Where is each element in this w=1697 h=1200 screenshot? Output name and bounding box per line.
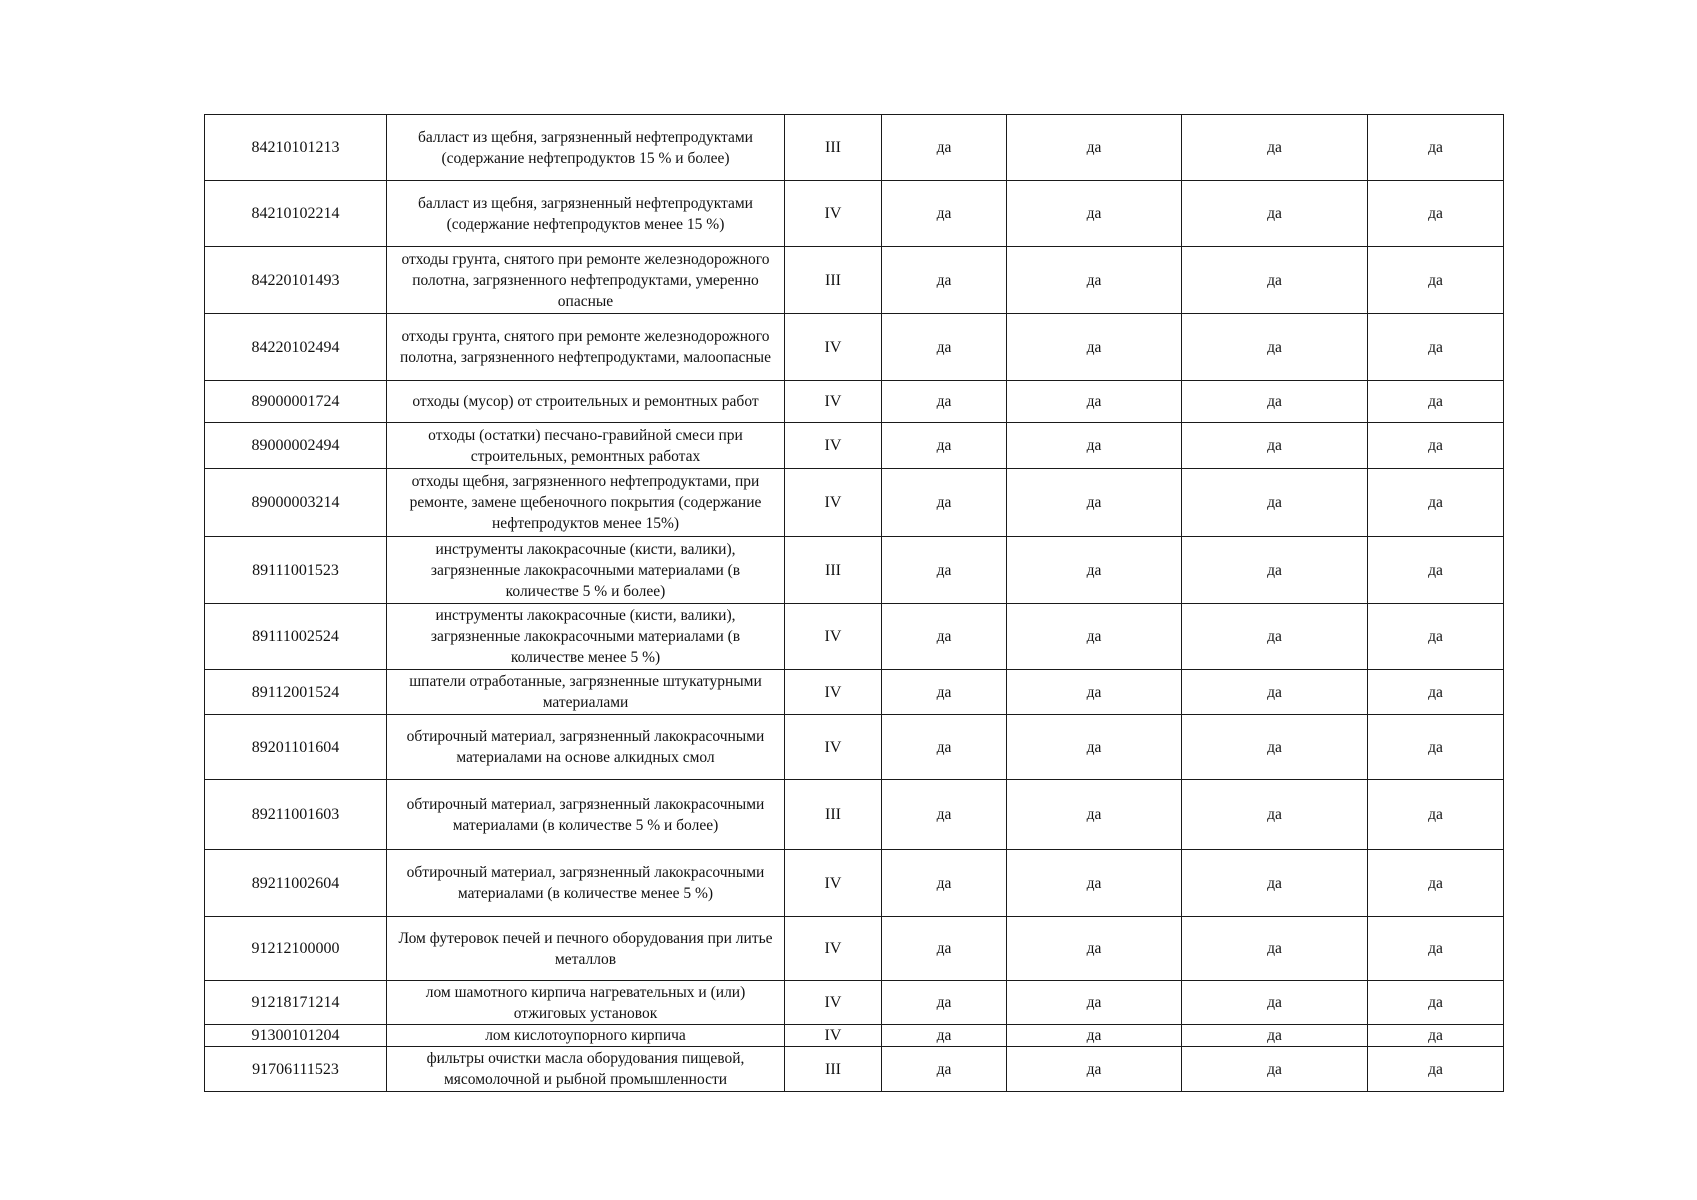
permission-cell-1: да	[882, 917, 1007, 981]
hazard-class-cell: IV	[785, 181, 882, 247]
waste-code-cell: 91706111523	[205, 1047, 387, 1092]
permission-cell-3: да	[1182, 247, 1368, 314]
table-row	[205, 115, 1504, 181]
permission-cell-1: да	[882, 115, 1007, 181]
table-row	[205, 1047, 1504, 1092]
permission-cell-4: да	[1368, 850, 1504, 917]
permission-cell-1: да	[882, 1047, 1007, 1092]
permission-cell-2: да	[1007, 670, 1182, 715]
permission-cell-1: да	[882, 537, 1007, 604]
permission-cell-4: да	[1368, 1047, 1504, 1092]
permission-cell-3: да	[1182, 1047, 1368, 1092]
table-row	[205, 715, 1504, 780]
permission-cell-1: да	[882, 1025, 1007, 1047]
hazard-class-cell: IV	[785, 1025, 882, 1047]
permission-cell-4: да	[1368, 181, 1504, 247]
table-row	[205, 917, 1504, 981]
waste-code-cell: 84220101493	[205, 247, 387, 314]
permission-cell-4: да	[1368, 423, 1504, 469]
permission-cell-3: да	[1182, 850, 1368, 917]
permission-cell-2: да	[1007, 981, 1182, 1025]
hazard-class-cell: IV	[785, 604, 882, 670]
table-row	[205, 780, 1504, 850]
waste-code-cell: 89112001524	[205, 670, 387, 715]
permission-cell-3: да	[1182, 1025, 1368, 1047]
permission-cell-2: да	[1007, 780, 1182, 850]
waste-table	[204, 114, 1504, 1092]
permission-cell-4: да	[1368, 469, 1504, 537]
waste-name-cell: обтирочный материал, загрязненный лакокрасочными материалами (в количестве 5 % и более)	[387, 780, 785, 850]
permission-cell-4: да	[1368, 314, 1504, 381]
hazard-class-cell: IV	[785, 670, 882, 715]
waste-name-cell: отходы (остатки) песчано-гравийной смеси при строительных, ремонтных работах	[387, 423, 785, 469]
hazard-class-cell: IV	[785, 917, 882, 981]
permission-cell-2: да	[1007, 715, 1182, 780]
permission-cell-3: да	[1182, 917, 1368, 981]
table-row	[205, 604, 1504, 670]
waste-code-cell: 84210101213	[205, 115, 387, 181]
permission-cell-1: да	[882, 715, 1007, 780]
table-row	[205, 981, 1504, 1025]
permission-cell-4: да	[1368, 537, 1504, 604]
hazard-class-cell: IV	[785, 850, 882, 917]
waste-code-cell: 89211002604	[205, 850, 387, 917]
permission-cell-4: да	[1368, 670, 1504, 715]
hazard-class-cell: IV	[785, 469, 882, 537]
waste-name-cell: отходы грунта, снятого при ремонте железнодорожного полотна, загрязненного нефтепродуктами, малоопасные	[387, 314, 785, 381]
waste-name-cell: лом кислотоупорного кирпича	[387, 1025, 785, 1047]
permission-cell-2: да	[1007, 850, 1182, 917]
permission-cell-4: да	[1368, 1025, 1504, 1047]
waste-code-cell: 89000001724	[205, 381, 387, 423]
hazard-class-cell: III	[785, 537, 882, 604]
waste-name-cell: Лом футеровок печей и печного оборудования при литье металлов	[387, 917, 785, 981]
table-row	[205, 469, 1504, 537]
waste-name-cell: фильтры очистки масла оборудования пищевой, мясомолочной и рыбной промышленности	[387, 1047, 785, 1092]
hazard-class-cell: IV	[785, 423, 882, 469]
permission-cell-3: да	[1182, 181, 1368, 247]
permission-cell-2: да	[1007, 604, 1182, 670]
permission-cell-2: да	[1007, 469, 1182, 537]
waste-name-cell: инструменты лакокрасочные (кисти, валики), загрязненные лакокрасочными материалами (в количестве 5 % и более)	[387, 537, 785, 604]
permission-cell-1: да	[882, 981, 1007, 1025]
table-row	[205, 537, 1504, 604]
waste-code-cell: 89000003214	[205, 469, 387, 537]
permission-cell-4: да	[1368, 981, 1504, 1025]
waste-code-cell: 84210102214	[205, 181, 387, 247]
permission-cell-3: да	[1182, 780, 1368, 850]
permission-cell-3: да	[1182, 381, 1368, 423]
permission-cell-1: да	[882, 381, 1007, 423]
hazard-class-cell: III	[785, 115, 882, 181]
permission-cell-2: да	[1007, 181, 1182, 247]
permission-cell-3: да	[1182, 981, 1368, 1025]
permission-cell-3: да	[1182, 469, 1368, 537]
permission-cell-2: да	[1007, 917, 1182, 981]
permission-cell-4: да	[1368, 115, 1504, 181]
waste-name-cell: балласт из щебня, загрязненный нефтепродуктами (содержание нефтепродуктов менее 15 %)	[387, 181, 785, 247]
permission-cell-1: да	[882, 604, 1007, 670]
hazard-class-cell: IV	[785, 314, 882, 381]
permission-cell-3: да	[1182, 715, 1368, 780]
waste-name-cell: шпатели отработанные, загрязненные штукатурными материалами	[387, 670, 785, 715]
waste-name-cell: отходы (мусор) от строительных и ремонтных работ	[387, 381, 785, 423]
waste-name-cell: отходы щебня, загрязненного нефтепродуктами, при ремонте, замене щебеночного покрытия (содержание нефтепродуктов менее 15%)	[387, 469, 785, 537]
waste-code-cell: 91218171214	[205, 981, 387, 1025]
waste-name-cell: обтирочный материал, загрязненный лакокрасочными материалами на основе алкидных смол	[387, 715, 785, 780]
permission-cell-4: да	[1368, 604, 1504, 670]
table-row	[205, 381, 1504, 423]
permission-cell-3: да	[1182, 537, 1368, 604]
table-row	[205, 314, 1504, 381]
permission-cell-1: да	[882, 423, 1007, 469]
waste-code-cell: 89000002494	[205, 423, 387, 469]
permission-cell-2: да	[1007, 1047, 1182, 1092]
permission-cell-2: да	[1007, 381, 1182, 423]
permission-cell-4: да	[1368, 381, 1504, 423]
permission-cell-1: да	[882, 780, 1007, 850]
permission-cell-2: да	[1007, 314, 1182, 381]
table-row	[205, 423, 1504, 469]
permission-cell-2: да	[1007, 423, 1182, 469]
waste-name-cell: обтирочный материал, загрязненный лакокрасочными материалами (в количестве менее 5 %)	[387, 850, 785, 917]
hazard-class-cell: IV	[785, 715, 882, 780]
permission-cell-1: да	[882, 314, 1007, 381]
permission-cell-4: да	[1368, 715, 1504, 780]
waste-name-cell: отходы грунта, снятого при ремонте железнодорожного полотна, загрязненного нефтепродуктами, умеренно опасные	[387, 247, 785, 314]
table-row	[205, 181, 1504, 247]
waste-code-cell: 89211001603	[205, 780, 387, 850]
permission-cell-4: да	[1368, 247, 1504, 314]
waste-code-cell: 84220102494	[205, 314, 387, 381]
permission-cell-2: да	[1007, 537, 1182, 604]
permission-cell-3: да	[1182, 115, 1368, 181]
waste-name-cell: инструменты лакокрасочные (кисти, валики), загрязненные лакокрасочными материалами (в количестве менее 5 %)	[387, 604, 785, 670]
table-row	[205, 247, 1504, 314]
permission-cell-3: да	[1182, 670, 1368, 715]
permission-cell-4: да	[1368, 917, 1504, 981]
permission-cell-1: да	[882, 469, 1007, 537]
waste-name-cell: балласт из щебня, загрязненный нефтепродуктами (содержание нефтепродуктов 15 % и более)	[387, 115, 785, 181]
permission-cell-1: да	[882, 850, 1007, 917]
hazard-class-cell: III	[785, 780, 882, 850]
permission-cell-3: да	[1182, 423, 1368, 469]
hazard-class-cell: IV	[785, 381, 882, 423]
permission-cell-3: да	[1182, 314, 1368, 381]
table-row	[205, 670, 1504, 715]
permission-cell-3: да	[1182, 604, 1368, 670]
permission-cell-2: да	[1007, 1025, 1182, 1047]
waste-code-cell: 91300101204	[205, 1025, 387, 1047]
waste-name-cell: лом шамотного кирпича нагревательных и (или) отжиговых установок	[387, 981, 785, 1025]
permission-cell-2: да	[1007, 247, 1182, 314]
hazard-class-cell: III	[785, 247, 882, 314]
waste-code-cell: 91212100000	[205, 917, 387, 981]
permission-cell-1: да	[882, 670, 1007, 715]
permission-cell-1: да	[882, 181, 1007, 247]
waste-code-cell: 89111002524	[205, 604, 387, 670]
table-row	[205, 1025, 1504, 1047]
hazard-class-cell: III	[785, 1047, 882, 1092]
table-row	[205, 850, 1504, 917]
waste-code-cell: 89201101604	[205, 715, 387, 780]
permission-cell-2: да	[1007, 115, 1182, 181]
permission-cell-4: да	[1368, 780, 1504, 850]
waste-code-cell: 89111001523	[205, 537, 387, 604]
hazard-class-cell: IV	[785, 981, 882, 1025]
permission-cell-1: да	[882, 247, 1007, 314]
